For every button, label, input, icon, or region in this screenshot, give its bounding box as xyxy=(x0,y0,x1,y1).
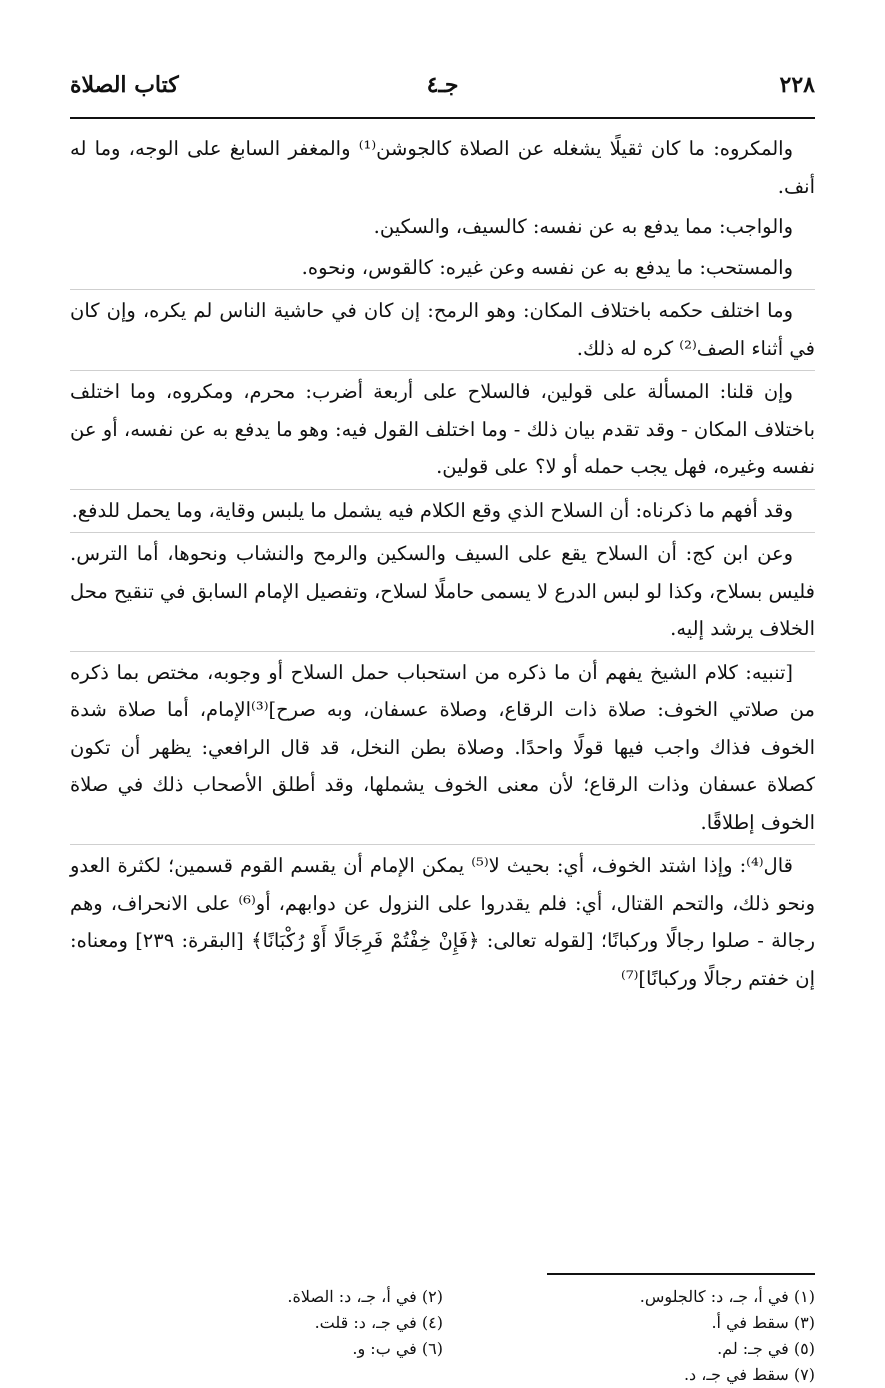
paragraph: قال⁽⁴⁾: وإذا اشتد الخوف، أي: بحيث لا⁽⁵⁾ يمكن الإمام أن يقسم القوم قسمين؛ لكثرة العدو ونحو ذلك، والتحم القتال، أي: فلم يقدروا على النزول عن دوابهم، أو⁽⁶⁾ على الانحراف، وهم رجالة - صلوا رجالًا وركبانًا؛ [لقوله تعالى: ﴿فَإِنْ خِفْتُمْ فَرِجَالًا أَوْ رُكْبَانًا﴾ [البقرة: ٢٣٩] ومعناه: إن خفتم رجالًا وركبانًا]⁽⁷⁾ xyxy=(70,844,815,997)
footnote: (٣) سقط في أ. xyxy=(711,1313,815,1332)
header-divider xyxy=(70,117,815,119)
paragraph: وما اختلف حكمه باختلاف المكان: وهو الرمح: إن كان في حاشية الناس لم يكره، وإن كان في أثناء الصف⁽²⁾ كره له ذلك. xyxy=(70,289,815,367)
paragraph: والواجب: مما يدفع به عن نفسه: كالسيف، والسكين. xyxy=(373,215,793,238)
book-title: كتاب الصلاة xyxy=(70,72,179,98)
paragraph: والمستحب: ما يدفع به عن نفسه وعن غيره: كالقوس، ونحوه. xyxy=(301,255,793,279)
paragraph: وقد أفهم ما ذكرناه: أن السلاح الذي وقع الكلام فيه يشمل ما يلبس وقاية، وما يحمل للدفع. xyxy=(70,489,815,530)
paragraph: والمكروه: ما كان ثقيلًا يشغله عن الصلاة كالجوشن⁽¹⁾ والمغفر السابغ على الوجه، وما له أنف. xyxy=(70,137,815,198)
page-number: ٢٢٨ xyxy=(779,72,815,98)
footnote-row xyxy=(70,1310,815,1336)
volume-label: جـ٤ xyxy=(426,72,459,98)
footnote: (٦) في ب: و. xyxy=(352,1339,443,1358)
paragraph: وعن ابن كج: أن السلاح يقع على السيف والسكين والرمح والنشاب ونحوها، أما الترس. فليس بسلاح، وكذا لو لبس الدرع لا يسمى حاملًا لسلاح، وتفصيل الإمام السابق في تنقيح محل الخلاف يرشد إليه. xyxy=(70,532,815,648)
paragraph: [تنبيه: كلام الشيخ يفهم أن ما ذكره من استحباب حمل السلاح أو وجوبه، مختص بما ذكره من صلاتي الخوف: صلاة ذات الرقاع، وصلاة عسفان، وبه صرح]⁽³⁾الإمام، أما صلاة شدة الخوف فذاك واجب فيها قولًا واحدًا. وصلاة بطن النخل، قد قال الرافعي: يظهر أن تكون كصلاة عسفان وذات الرقاع؛ لأن معنى الخوف يشملها، وقد أطلق الأصحاب ذلك في صلاة الخوف إطلاقًا. xyxy=(70,651,815,842)
main-text xyxy=(70,130,815,1000)
footnote: (١) في أ، جـ، د: كالجلوس. xyxy=(639,1287,815,1306)
footnote: (٥) في جـ: لم. xyxy=(717,1339,815,1358)
footnote: (٢) في أ، جـ، د: الصلاة. xyxy=(287,1287,443,1306)
paragraph: وإن قلنا: المسألة على قولين، فالسلاح على أربعة أضرب: محرم، ومكروه، وما اختلف باختلاف المكان - وقد تقدم بيان ذلك - وما اختلف القول فيه: وهو ما يدفع به عن نفسه، أو عن نفسه وغيره، فهل يجب حمله أو لا؟ على قولين. xyxy=(70,370,815,486)
footnote-row xyxy=(70,1284,815,1310)
footnote: (٧) سقط في جـ، د. xyxy=(683,1365,815,1384)
footnote-divider xyxy=(547,1273,815,1275)
footnotes xyxy=(70,1284,815,1388)
footnote-row xyxy=(70,1336,815,1362)
footnote-row xyxy=(70,1362,815,1388)
page-header xyxy=(70,66,815,106)
footnote: (٤) في جـ، د: قلت. xyxy=(314,1313,443,1332)
